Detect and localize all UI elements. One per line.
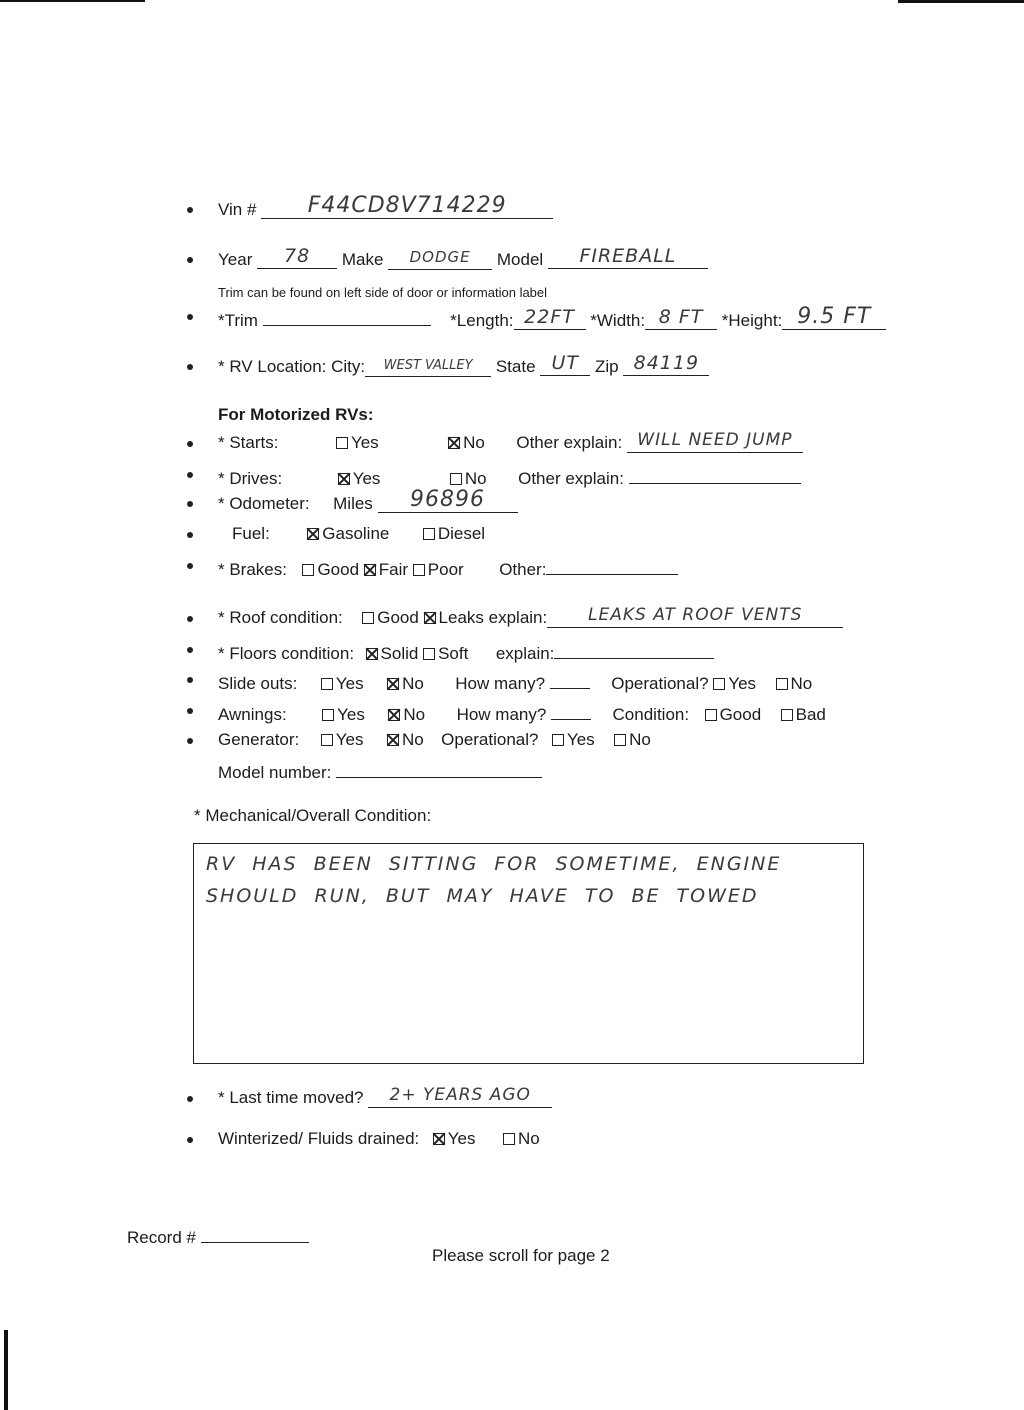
fuel-row — [232, 523, 485, 545]
floors-row — [218, 638, 714, 665]
miles-value: 96896 — [410, 487, 486, 512]
slideouts-label: Slide outs: — [218, 674, 298, 693]
starts-other-field[interactable] — [627, 432, 803, 453]
model-field[interactable] — [548, 245, 708, 269]
bullet — [187, 207, 193, 213]
bullet — [187, 738, 193, 744]
width-label: *Width: — [590, 311, 646, 330]
floors-label: * Floors condition: — [218, 644, 355, 663]
bullet — [187, 1137, 193, 1143]
model-value: FIREBALL — [579, 245, 677, 267]
starts-other-value: WILL NEED JUMP — [637, 430, 793, 450]
drives-yes-label: Yes — [352, 469, 381, 488]
brakes-poor-label: Poor — [427, 560, 464, 579]
generator-model-row — [218, 757, 542, 784]
winterized-no-label: No — [517, 1129, 540, 1148]
length-value: 22FT — [524, 306, 575, 328]
height-field[interactable] — [782, 304, 886, 330]
city-value: WEST VALLEY — [383, 358, 473, 373]
vin-field[interactable] — [261, 193, 553, 219]
awnings-label: Awnings: — [218, 705, 287, 724]
slideouts-how-many-label: How many? — [455, 674, 546, 693]
mechanical-text: RV HAS BEEN SITTING FOR SOMETIME, ENGINE SHOULD RUN, BUT MAY HAVE TO BE TOWED — [206, 853, 782, 907]
drives-yes-checkbox[interactable] — [338, 473, 350, 485]
bullet — [187, 677, 193, 683]
slideouts-op-yes-checkbox[interactable] — [713, 678, 725, 690]
make-label: Make — [341, 250, 384, 269]
brakes-other-label: Other: — [499, 560, 547, 579]
brakes-other-field[interactable] — [546, 554, 678, 575]
generator-op-yes-checkbox[interactable] — [552, 734, 564, 746]
awnings-no-checkbox[interactable] — [388, 709, 400, 721]
roof-row — [218, 607, 843, 629]
slideouts-yes-checkbox[interactable] — [321, 678, 333, 690]
awnings-condition-label: Condition: — [612, 705, 690, 724]
brakes-fair-checkbox[interactable] — [364, 564, 376, 576]
awnings-how-many-label: How many? — [456, 705, 547, 724]
winterized-row — [218, 1128, 540, 1150]
state-field[interactable] — [540, 352, 590, 376]
slideouts-op-no-checkbox[interactable] — [776, 678, 788, 690]
year-value: 78 — [284, 245, 311, 267]
awnings-good-label: Good — [719, 705, 762, 724]
height-label: *Height: — [721, 311, 783, 330]
awnings-yes-label: Yes — [337, 705, 365, 724]
generator-model-label: Model number: — [218, 763, 332, 782]
odometer-row — [218, 487, 518, 515]
winterized-label: Winterized/ Fluids drained: — [218, 1129, 420, 1148]
last-moved-field[interactable] — [368, 1087, 552, 1108]
state-value: UT — [551, 352, 580, 374]
trim-field[interactable] — [263, 305, 431, 326]
floors-explain-label: explain: — [495, 644, 555, 663]
fuel-label: Fuel: — [232, 524, 270, 543]
starts-no-label: No — [463, 433, 485, 452]
bullet — [187, 1096, 193, 1102]
zip-field[interactable] — [623, 352, 709, 376]
awnings-no-label: No — [403, 705, 426, 724]
floors-soft-checkbox[interactable] — [423, 648, 435, 660]
record-label: Record # — [127, 1228, 196, 1247]
bullet — [187, 364, 193, 370]
bullet — [187, 647, 193, 653]
slideouts-no-checkbox[interactable] — [387, 678, 399, 690]
zip-value: 84119 — [633, 352, 700, 374]
trim-note: Trim can be found on left side of door or information label — [218, 285, 548, 300]
bullet — [187, 257, 193, 263]
make-field[interactable] — [388, 249, 492, 270]
mechanical-label: * Mechanical/Overall Condition: — [194, 806, 432, 825]
generator-op-yes-label: Yes — [566, 730, 595, 749]
awnings-how-many-field[interactable] — [551, 699, 591, 720]
bullet — [187, 314, 193, 320]
slideouts-operational-label: Operational? — [611, 674, 709, 693]
height-value: 9.5 FT — [797, 304, 872, 329]
awnings-yes-checkbox[interactable] — [322, 709, 334, 721]
winterized-no-checkbox[interactable] — [503, 1133, 515, 1145]
drives-other-label: Other explain: — [518, 469, 624, 488]
roof-leaks-label: Leaks explain: — [438, 608, 548, 627]
dimensions-row — [218, 305, 886, 332]
slideouts-op-yes-label: Yes — [728, 674, 757, 693]
awnings-bad-label: Bad — [795, 705, 826, 724]
roof-explain-field[interactable] — [547, 607, 843, 628]
last-moved-value: 2+ YEARS AGO — [389, 1085, 531, 1105]
odometer-label: * Odometer: — [218, 494, 310, 513]
generator-label: Generator: — [218, 730, 300, 749]
last-moved-row — [218, 1087, 552, 1109]
scan-mark-top-right — [898, 0, 1024, 3]
floors-solid-label: Solid — [380, 644, 419, 663]
generator-no-checkbox[interactable] — [387, 734, 399, 746]
starts-row — [218, 432, 803, 454]
fuel-diesel-checkbox[interactable] — [423, 528, 435, 540]
starts-yes-label: Yes — [350, 433, 379, 452]
generator-no-label: No — [401, 730, 424, 749]
state-label: State — [495, 357, 536, 376]
length-field[interactable] — [514, 306, 586, 330]
bullet — [187, 616, 193, 622]
generator-operational-label: Operational? — [441, 730, 539, 749]
miles-field[interactable] — [378, 487, 518, 513]
generator-yes-checkbox[interactable] — [321, 734, 333, 746]
generator-model-field[interactable] — [336, 757, 542, 778]
generator-row — [218, 729, 651, 751]
slideouts-row — [218, 668, 812, 695]
year-field[interactable] — [257, 245, 337, 269]
winterized-yes-label: Yes — [447, 1129, 476, 1148]
bullet — [187, 563, 193, 569]
generator-op-no-checkbox[interactable] — [614, 734, 626, 746]
roof-good-label: Good — [377, 608, 419, 627]
bullet — [187, 472, 193, 478]
city-field[interactable] — [365, 356, 491, 377]
bullet — [187, 441, 193, 447]
awnings-row — [218, 699, 826, 726]
floors-explain-field[interactable] — [554, 638, 714, 659]
brakes-good-label: Good — [317, 560, 360, 579]
model-label: Model — [496, 250, 544, 269]
roof-leaks-checkbox[interactable] — [424, 612, 436, 624]
last-moved-label: * Last time moved? — [218, 1088, 364, 1107]
roof-label: * Roof condition: — [218, 608, 343, 627]
scan-mark-top-left — [0, 0, 145, 2]
awnings-good-checkbox[interactable] — [705, 709, 717, 721]
fuel-gasoline-label: Gasoline — [322, 524, 390, 543]
year-make-model-row — [218, 245, 708, 271]
drives-no-label: No — [464, 469, 487, 488]
floors-soft-label: Soft — [438, 644, 469, 663]
miles-label: Miles — [333, 494, 373, 513]
year-label: Year — [218, 250, 253, 269]
fuel-gasoline-checkbox[interactable] — [307, 528, 319, 540]
bullet — [187, 708, 193, 714]
bullet — [187, 501, 193, 507]
generator-yes-label: Yes — [335, 730, 364, 749]
brakes-poor-checkbox[interactable] — [413, 564, 425, 576]
motorized-heading: For Motorized RVs: — [218, 405, 374, 424]
width-field[interactable] — [645, 306, 717, 330]
location-row — [218, 352, 709, 378]
record-row — [127, 1222, 309, 1248]
zip-label: Zip — [595, 357, 619, 376]
slideouts-op-no-label: No — [790, 674, 813, 693]
width-value: 8 FT — [658, 306, 704, 328]
brakes-fair-label: Fair — [378, 560, 409, 579]
roof-explain-value: LEAKS AT ROOF VENTS — [588, 605, 803, 625]
drives-row — [218, 463, 801, 490]
bullet — [187, 532, 193, 538]
drives-no-checkbox[interactable] — [450, 473, 462, 485]
awnings-bad-checkbox[interactable] — [781, 709, 793, 721]
floors-solid-checkbox[interactable] — [366, 648, 378, 660]
vin-value: F44CD8V714229 — [307, 193, 507, 218]
drives-other-field[interactable] — [629, 463, 801, 484]
vin-label: Vin # — [218, 200, 257, 219]
starts-other-label: Other explain: — [516, 433, 623, 452]
make-value: DODGE — [409, 248, 471, 266]
roof-good-checkbox[interactable] — [362, 612, 374, 624]
drives-label: * Drives: — [218, 469, 283, 488]
fuel-diesel-label: Diesel — [437, 524, 486, 543]
slideouts-how-many-field[interactable] — [550, 668, 590, 689]
generator-op-no-label: No — [629, 730, 651, 749]
length-label: *Length: — [450, 311, 514, 330]
brakes-row — [218, 554, 678, 581]
slideouts-yes-label: Yes — [335, 674, 364, 693]
starts-label: * Starts: — [218, 433, 279, 452]
starts-yes-checkbox[interactable] — [336, 437, 348, 449]
record-field[interactable] — [201, 1222, 309, 1243]
scan-mark-bottom-left — [4, 1330, 8, 1410]
city-label: * RV Location: City: — [218, 357, 366, 376]
brakes-good-checkbox[interactable] — [302, 564, 314, 576]
slideouts-no-label: No — [402, 674, 424, 693]
trim-label: *Trim — [218, 311, 258, 330]
starts-no-checkbox[interactable] — [448, 437, 460, 449]
winterized-yes-checkbox[interactable] — [433, 1133, 445, 1145]
scroll-note: Please scroll for page 2 — [432, 1246, 610, 1265]
brakes-label: * Brakes: — [218, 560, 287, 579]
vin-row — [218, 193, 553, 221]
